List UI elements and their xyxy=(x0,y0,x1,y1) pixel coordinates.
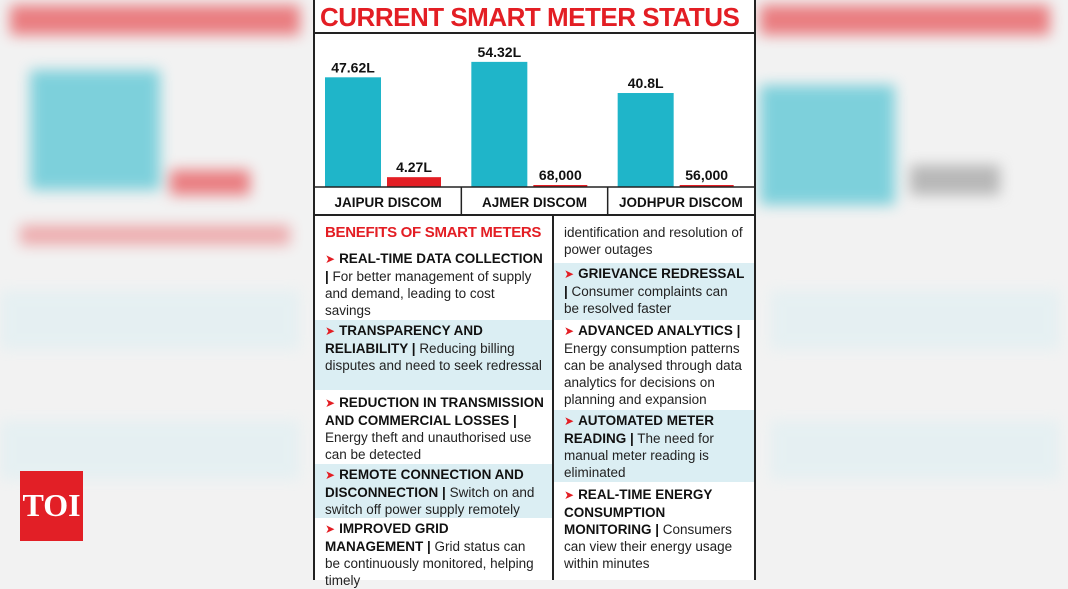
benefit-item xyxy=(315,250,552,320)
benefit-item xyxy=(315,520,552,588)
arrow-icon: ➤ xyxy=(564,488,575,502)
benefit-text: Grid status can be continuously monitored, helping timely xyxy=(325,539,534,588)
arrow-icon: ➤ xyxy=(564,267,575,281)
benefit-item xyxy=(315,392,552,464)
toi-logo xyxy=(20,471,83,541)
benefit-title: REMOTE CONNECTION AND DISCONNECTION | xyxy=(325,467,524,500)
bar-value-label: 54.32L xyxy=(477,43,522,60)
bar-value-label: 47.62L xyxy=(331,59,375,76)
benefit-item xyxy=(554,320,754,408)
chart-title: CURRENT SMART METER STATUS xyxy=(320,2,740,32)
category-label: AJMER DISCOM xyxy=(481,195,588,210)
benefits-heading: BENEFITS OF SMART METERS xyxy=(325,224,542,241)
benefit-text: Consumer complaints can be resolved faster xyxy=(564,284,728,316)
benefit-item xyxy=(315,464,552,518)
benefit-item xyxy=(554,410,754,482)
benefit-text: Reducing billing disputes and need to seek redressal xyxy=(325,341,542,373)
benefit-title: IMPROVED GRID MANAGEMENT | xyxy=(325,521,449,554)
benefit-text: Energy theft and unauthorised use can be detected xyxy=(325,430,532,462)
benefit-title: REAL-TIME DATA COLLECTION | xyxy=(325,251,543,284)
benefit-title: REAL-TIME ENERGY CONSUMPTION MONITORING | xyxy=(564,487,713,537)
benefit-title: ADVANCED ANALYTICS | xyxy=(578,323,741,338)
bar-value-label: 4.27L xyxy=(396,159,432,176)
arrow-icon: ➤ xyxy=(325,522,336,536)
benefit-text: Switch on and switch off power supply remotely xyxy=(325,485,535,517)
benefit-title: TRANSPARENCY AND RELIABILITY | xyxy=(325,323,483,356)
arrow-icon: ➤ xyxy=(564,324,575,338)
benefit-item xyxy=(315,320,552,390)
arrow-icon: ➤ xyxy=(325,396,336,410)
bar-primary xyxy=(325,77,381,187)
bar-value-label: 68,000 xyxy=(538,167,582,183)
bar-primary xyxy=(471,62,527,187)
benefit-text: identification and resolution of power outages xyxy=(564,225,743,257)
chart-title-bar xyxy=(315,0,754,34)
benefit-text: The need for manual meter reading is eliminated xyxy=(564,431,714,480)
bar-chart xyxy=(315,34,754,214)
arrow-icon: ➤ xyxy=(325,324,336,338)
bar-secondary xyxy=(387,177,441,187)
arrow-icon: ➤ xyxy=(325,252,336,266)
bar-value-label: 40.8L xyxy=(627,75,664,92)
arrow-icon: ➤ xyxy=(564,414,575,428)
benefit-text: Energy consumption patterns can be analysed through data analytics for decisions on planning and expansion xyxy=(564,341,742,407)
bar-primary xyxy=(618,93,674,187)
category-label: JAIPUR DISCOM xyxy=(334,195,442,210)
benefit-text: For better management of supply and demand, leading to cost savings xyxy=(325,269,532,318)
benefit-continuation xyxy=(554,224,754,262)
category-label: JODHPUR DISCOM xyxy=(618,195,743,210)
arrow-icon: ➤ xyxy=(325,468,336,482)
benefit-title: GRIEVANCE REDRESSAL | xyxy=(564,266,745,299)
infographic-card xyxy=(313,0,756,588)
benefit-item xyxy=(554,263,754,320)
bar-value-label: 56,000 xyxy=(685,167,729,183)
benefit-item xyxy=(554,484,754,582)
benefit-text: Consumers can view their energy usage within minutes xyxy=(564,522,733,571)
benefit-title: AUTOMATED METER READING | xyxy=(564,413,715,446)
toi-logo-text: TOI xyxy=(22,487,81,523)
benefit-title: REDUCTION IN TRANSMISSION AND COMMERCIAL LOSSES | xyxy=(325,395,544,428)
benefits-panel xyxy=(315,214,754,588)
